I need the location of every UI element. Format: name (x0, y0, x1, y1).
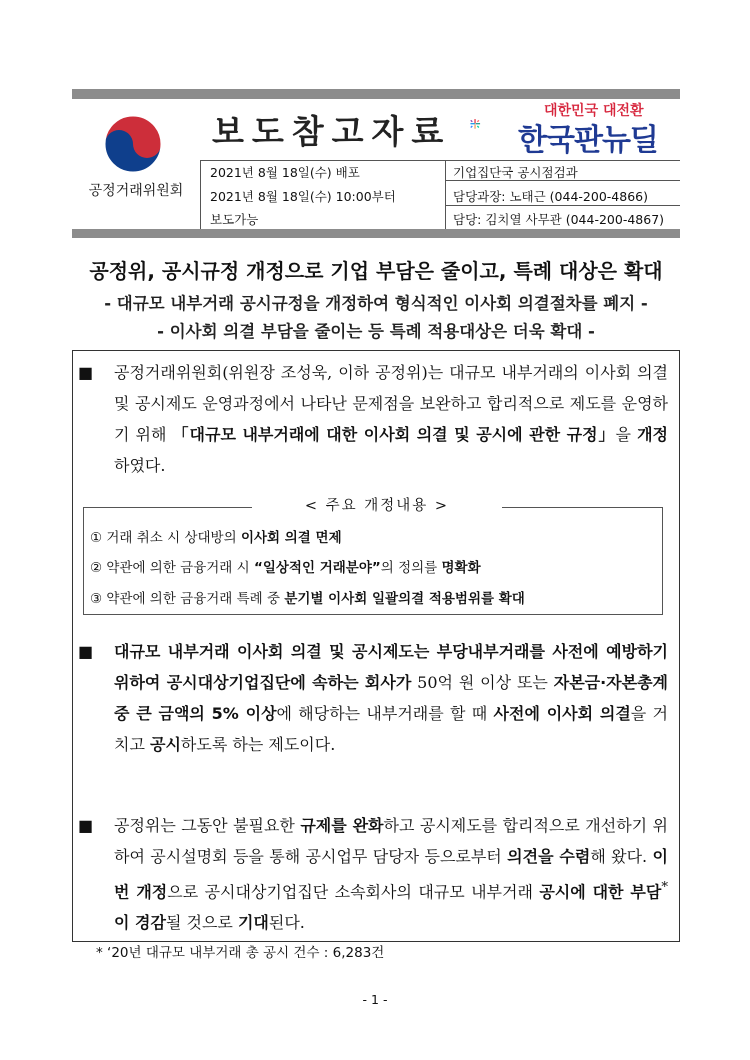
info-divider (445, 205, 680, 206)
footnote: * ‘20년 대규모 내부거래 총 공시 건수 : 6,283건 (96, 945, 385, 961)
slogan-brand: 한국판뉴딜 (518, 123, 658, 158)
summary-item-3: ③ 약관에 의한 금융거래 특례 중 분기별 이사회 일괄의결 적용범위를 확대 (90, 591, 525, 607)
paragraph-2-text: 대규모 내부거래 이사회 의결 및 공시제도는 부당내부거래를 사전에 예방하기 위하여 공시대상기업집단에 속하는 회사가 50억 원 이상 또는 자본금·자본총계 중 큰 금액의 5% 이상에 해당하는 내부거래를 할 때 사전에 이사회 의결을 거치고 공시하도록 하는 제도이다. (114, 642, 669, 754)
embargo-line-2: 보도가능 (210, 212, 259, 227)
slogan: 대한민국 대전환 (544, 103, 644, 119)
paragraph-1-text: 공정거래위원회(위원장 조성욱, 이하 공정위)는 대규모 내부거래의 이사회 의결 및 공시제도 운영과정에서 나타난 문제점을 보완하고 합리적으로 제도를 운영하기 위해 「대규모 내부거래에 대한 이사회 의결 및 공시에 관한 규정」을 개정하였다. (114, 363, 668, 475)
release-date: 2021년 8월 18일(수) 배포 (210, 165, 360, 180)
header-top-bar (72, 89, 680, 99)
taegeuk-logo-icon (104, 115, 162, 173)
headline-title: 공정위, 공시규정 개정으로 기업 부담은 줄이고, 특례 대상은 확대 (89, 259, 663, 283)
info-divider (200, 160, 201, 229)
paragraph-3-text: 공정위는 그동안 불필요한 규제를 완화하고 공시제도를 합리적으로 개선하기 위하여 공시설명회 등을 통해 공시업무 담당자 등으로부터 의견을 수렴해 왔다. 이번 개정으로 공시대상기업집단 소속회사의 대규모 내부거래 공시에 대한 부담*이 경감될 것으로 기대된다. (114, 816, 668, 933)
summary-title: < 주요 개정내용 > (252, 494, 502, 515)
square-bullet-icon: ■ (78, 363, 94, 382)
headline-subtitle-2: - 이사회 의결 부담을 줄이는 등 특례 적용대상은 더욱 확대 - (157, 322, 595, 341)
summary-item-2: ② 약관에 의한 금융거래 시 “일상적인 거래분야”의 정의를 명확화 (90, 560, 481, 576)
info-divider (200, 160, 680, 161)
doc-title: 보도참고자료 (212, 112, 452, 151)
info-divider (445, 160, 446, 229)
korean-new-deal-logo-icon (470, 100, 516, 150)
paragraph-2 (78, 636, 668, 760)
agency-name: 공정거래위원회 (88, 183, 184, 199)
summary-item-1: ① 거래 취소 시 상대방의 이사회 의결 면제 (90, 530, 342, 546)
square-bullet-icon: ■ (78, 816, 94, 835)
headline-subtitle-1: - 대규모 내부거래 공시규정을 개정하여 형식적인 이사회 의결절차를 폐지 - (104, 294, 648, 313)
department: 기업집단국 공시점검과 (453, 165, 578, 180)
staff-contact: 담당: 김치열 사무관 (044-200-4867) (453, 212, 665, 227)
square-bullet-icon: ■ (78, 642, 94, 661)
paragraph-3 (78, 810, 668, 938)
embargo-line-1: 2021년 8월 18일(수) 10:00부터 (210, 189, 396, 204)
manager-contact: 담당과장: 노태근 (044-200-4866) (453, 189, 648, 204)
header-bottom-bar (72, 229, 680, 238)
page-number: - 1 - (362, 992, 388, 1007)
paragraph-1 (78, 357, 668, 481)
